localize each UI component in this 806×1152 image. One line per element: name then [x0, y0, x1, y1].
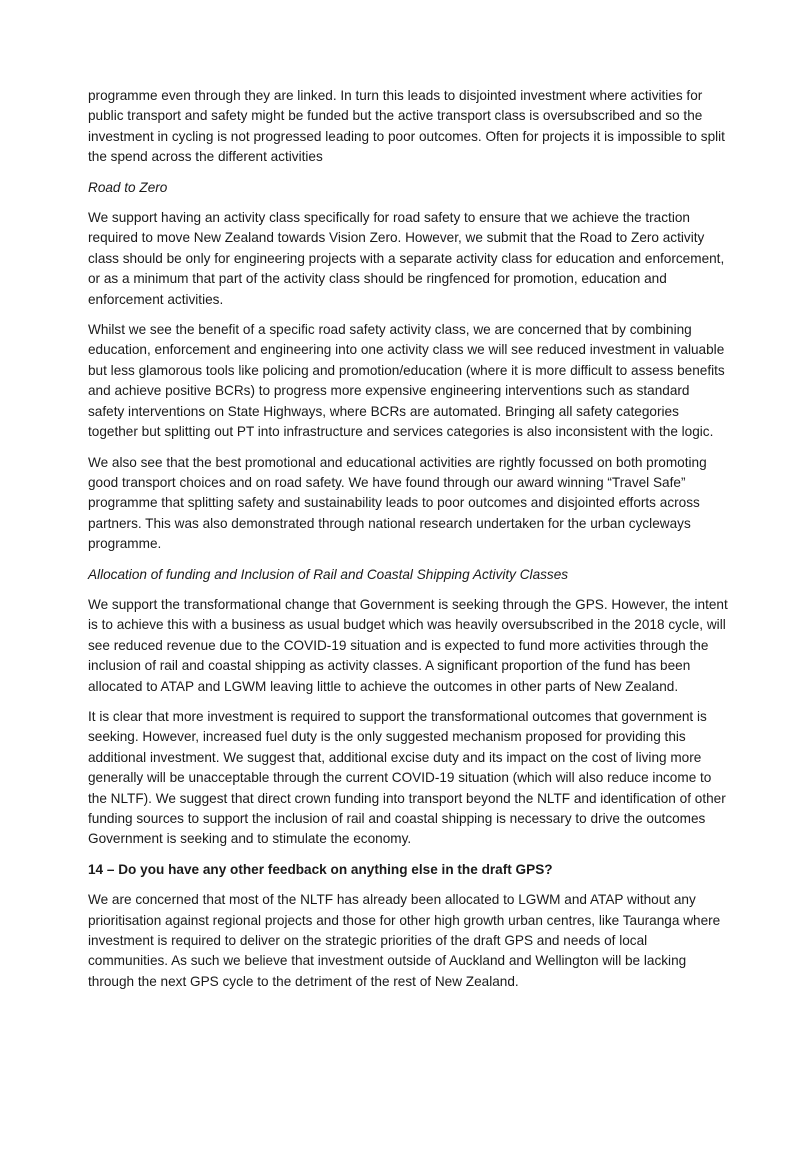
section-heading-allocation-of-funding: Allocation of funding and Inclusion of Rail and Coastal Shipping Activity Classes — [88, 566, 569, 582]
question-heading-14: 14 – Do you have any other feedback on anything else in the draft GPS? — [88, 861, 553, 877]
paragraph-nltf-concern: We are concerned that most of the NLTF has already been allocated to LGWM and ATAP without any prioritisation against regional projects and those for other high growth urban centres, like Tauranga where investment is required to deliver on the strategic priorities of the draft GPS and needs of local communities. As such we believe that investment outside of Auckland and Wellington will be lacking through the next GPS cycle to the detriment of the rest of New Zealand. — [88, 892, 721, 989]
section-heading-road-to-zero: Road to Zero — [88, 179, 168, 195]
paragraph-transformational-change: We support the transformational change that Government is seeking through the GPS. However, the intent is to achieve this with a business as usual budget which was heavily oversubscribed in the 2018 cycle, will see reduced revenue due to the COVID-19 situation and is expected to fund more activities through the inclusion of rail and coastal shipping as activity classes. A significant proportion of the fund has been allocated to ATAP and LGWM leaving little to achieve the outcomes in other parts of New Zealand. — [88, 596, 728, 694]
paragraph-road-safety-class: We support having an activity class specifically for road safety to ensure that we achieve the traction required to move New Zealand towards Vision Zero. However, we submit that the Road to Zero activity class should be only for engineering projects with a separate activity class for education and enforcement, or as a minimum that part of the activity class should be ringfenced for promotion, education and enforcement activities. — [88, 210, 725, 307]
paragraph-combining-concerns: Whilst we see the benefit of a specific road safety activity class, we are concerned that by combining education, enforcement and engineering into one activity class we will see reduced investment in valuable but less glamorous tools like policing and promotion/education (where it is more difficult to assess benefits and achieve positive BCRs) to progress more expensive engineering interventions such as standard safety interventions on State Highways, where BCRs are automated. Bringing all safety categories together but splitting out PT into infrastructure and services categories is also inconsistent with the logic. — [88, 322, 725, 440]
paragraph-continuation: programme even through they are linked. In turn this leads to disjointed investment where activities for public transport and safety might be funded but the active transport class is oversubscribed and so the investment in cycling is not progressed leading to poor outcomes. Often for projects it is impossible to split the spend across the different activities — [88, 88, 725, 165]
paragraph-promotional-activities: We also see that the best promotional and educational activities are rightly focussed on both promoting good transport choices and on road safety. We have found through our award winning “Travel Safe” programme that splitting safety and sustainability leads to poor outcomes and disjointed efforts across partners. This was also demonstrated through national research undertaken for the urban cycleways programme. — [88, 454, 707, 552]
document-page — [88, 86, 728, 1002]
paragraph-more-investment: It is clear that more investment is required to support the transformational outcomes that government is seeking. However, increased fuel duty is the only suggested mechanism proposed for providing this additional investment. We suggest that, additional excise duty and its impact on the cost of living more generally will be unacceptable through the current COVID-19 situation (which will also reduce income to the NLTF). We suggest that direct crown funding into transport beyond the NLTF and identification of other funding sources to support the inclusion of rail and coastal shipping is necessary to drive the outcomes Government is seeking and to stimulate the economy. — [88, 708, 726, 847]
